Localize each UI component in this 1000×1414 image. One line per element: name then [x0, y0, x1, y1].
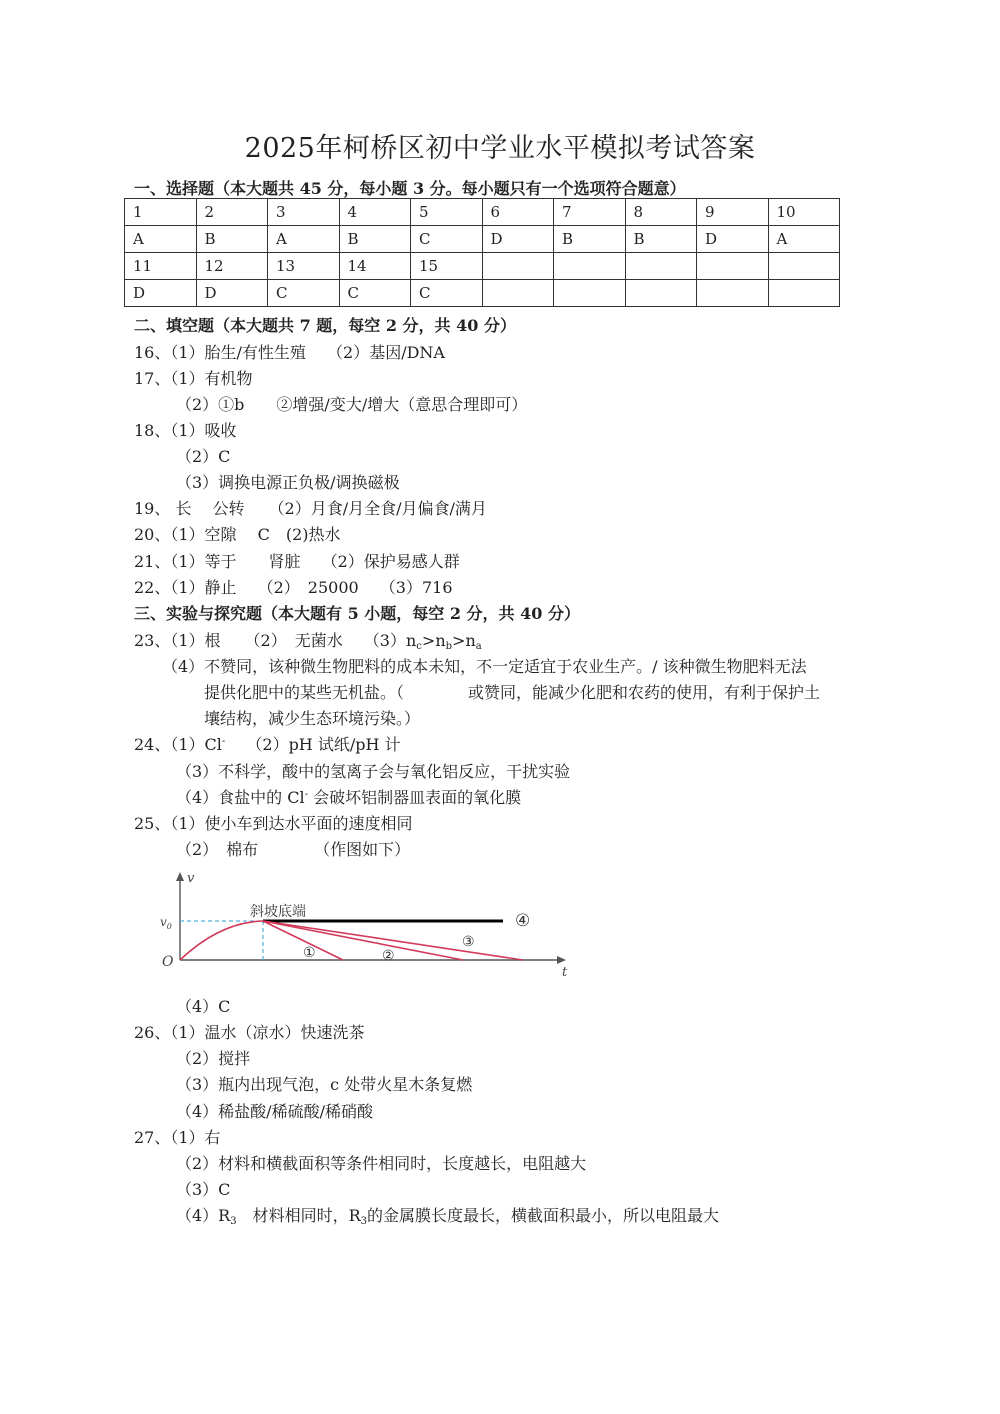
answer-26-1: 26、（1）温水（凉水）快速洗茶: [134, 1023, 365, 1042]
table-cell: 11: [125, 253, 197, 280]
table-cell: 14: [339, 253, 411, 280]
answer-26-4: （4）稀盐酸/稀硫酸/稀硝酸: [176, 1102, 373, 1121]
origin-label: O: [162, 954, 174, 970]
table-cell: C: [411, 226, 483, 253]
table-cell: 6: [482, 199, 554, 226]
answer-16: 16、（1）胎生/有性生殖 （2）基因/DNA: [134, 343, 445, 362]
table-cell: [482, 253, 554, 280]
answer-23-4-line2: 提供化肥中的某些无机盐。（ 或赞同，能减少化肥和农药的使用，有利于保护土: [204, 683, 821, 702]
answer-25-1: 25、（1）使小车到达水平面的速度相同: [134, 814, 413, 833]
table-cell: [554, 253, 626, 280]
table-cell: B: [554, 226, 626, 253]
answer-26-2: （2）搅拌: [176, 1049, 251, 1068]
answer-22: 22、（1）静止 （2） 25000 （3）716: [134, 578, 453, 597]
section-choice-heading: 一、选择题（本大题共 45 分，每小题 3 分。每小题只有一个选项符合题意）: [134, 179, 686, 198]
answer-19: 19、 长 公转 （2）月食/月全食/月偏食/满月: [134, 499, 487, 518]
table-cell: 1: [125, 199, 197, 226]
answer-24-3: （3）不科学，酸中的氢离子会与氧化铝反应，干扰实验: [176, 762, 571, 781]
line-2-label: ②: [382, 948, 395, 964]
table-cell: 3: [268, 199, 340, 226]
choice-answer-table: [124, 198, 840, 307]
answer-25-2: （2） 棉布 （作图如下）: [176, 840, 411, 859]
table-cell: B: [196, 226, 268, 253]
answer-17-2: （2）①b ②增强/变大/增大（意思合理即可）: [176, 395, 528, 414]
velocity-time-graph: [158, 868, 578, 980]
y-axis-arrow-icon: [176, 872, 184, 881]
table-cell: 4: [339, 199, 411, 226]
answer-24-1: 24、（1）Cl- （2）pH 试纸/pH 计: [134, 735, 401, 754]
answer-27-3: （3）C: [176, 1180, 231, 1199]
answer-25-4: （4）C: [176, 997, 231, 1016]
table-cell: D: [196, 280, 268, 307]
page-title: 2025年柯桥区初中学业水平模拟考试答案: [244, 133, 756, 164]
table-row: [125, 226, 840, 253]
table-cell: [625, 253, 697, 280]
table-row: [125, 199, 840, 226]
line-3-label: ③: [462, 934, 475, 950]
table-cell: C: [339, 280, 411, 307]
table-cell: 9: [697, 199, 769, 226]
answer-18-2: （2）C: [176, 447, 231, 466]
table-cell: 15: [411, 253, 483, 280]
answer-23-4-line1: （4）不赞同，该种微生物肥料的成本未知，不一定适宜于农业生产。/ 该种微生物肥料无法: [162, 657, 807, 676]
x-axis-arrow-icon: [557, 956, 566, 964]
answer-23-1: 23、（1）根 （2） 无菌水 $(3)n_c>n_b>n_a$: [134, 631, 482, 652]
table-cell: C: [268, 280, 340, 307]
table-cell: 2: [196, 199, 268, 226]
table-cell: [768, 280, 840, 307]
table-cell: [697, 280, 769, 307]
answer-17-1: 17、（1）有机物: [134, 369, 253, 388]
table-cell: [697, 253, 769, 280]
table-cell: 5: [411, 199, 483, 226]
slope-bottom-label: 斜坡底端: [250, 904, 306, 920]
answer-27-1: 27、（1）右: [134, 1128, 221, 1147]
v0-label: $v_0$: [160, 915, 172, 931]
table-cell: [625, 280, 697, 307]
answer-21: 21、（1）等于 肾脏 （2）保护易感人群: [134, 552, 460, 571]
table-cell: [482, 280, 554, 307]
answer-26-3: （3）瓶内出现气泡，c 处带火星木条复燃: [176, 1075, 473, 1094]
answer-23-4-line3: 壤结构，减少生态环境污染。）: [204, 709, 421, 728]
table-cell: [768, 253, 840, 280]
table-cell: C: [411, 280, 483, 307]
table-cell: 12: [196, 253, 268, 280]
answer-18-3: （3）调换电源正负极/调换磁极: [176, 473, 400, 492]
section-experiment-heading: 三、实验与探究题（本大题有 5 小题，每空 2 分，共 40 分）: [134, 604, 580, 623]
table-row: [125, 253, 840, 280]
table-cell: [554, 280, 626, 307]
slope-curve: [180, 921, 263, 960]
answer-27-2: （2）材料和横截面积等条件相同时，长度越长，电阻越大: [176, 1154, 587, 1173]
table-cell: B: [339, 226, 411, 253]
table-row: [125, 280, 840, 307]
table-cell: D: [697, 226, 769, 253]
table-cell: 13: [268, 253, 340, 280]
line-1-label: ①: [303, 945, 316, 961]
line-2: [263, 921, 463, 960]
x-axis-label: t: [562, 965, 568, 980]
table-cell: 7: [554, 199, 626, 226]
answer-20: 20、（1）空隙 C (2)热水: [134, 525, 341, 544]
line-4-label: ④: [515, 911, 531, 931]
table-cell: 10: [768, 199, 840, 226]
table-cell: D: [125, 280, 197, 307]
y-axis-label: v: [187, 871, 195, 886]
answer-27-4: $(4)R_3$ 材料相同时，$R_3$的金属膜长度最长，横截面积最小，所以电阻最大: [176, 1206, 720, 1227]
table-cell: D: [482, 226, 554, 253]
answer-24-4: （4）食盐中的 Cl- 会破坏铝制器皿表面的氧化膜: [176, 788, 522, 807]
table-cell: A: [125, 226, 197, 253]
table-cell: B: [625, 226, 697, 253]
answer-18-1: 18、（1）吸收: [134, 421, 237, 440]
table-cell: A: [268, 226, 340, 253]
table-cell: 8: [625, 199, 697, 226]
section-fill-heading: 二、填空题（本大题共 7 题，每空 2 分，共 40 分）: [134, 316, 516, 335]
table-cell: A: [768, 226, 840, 253]
